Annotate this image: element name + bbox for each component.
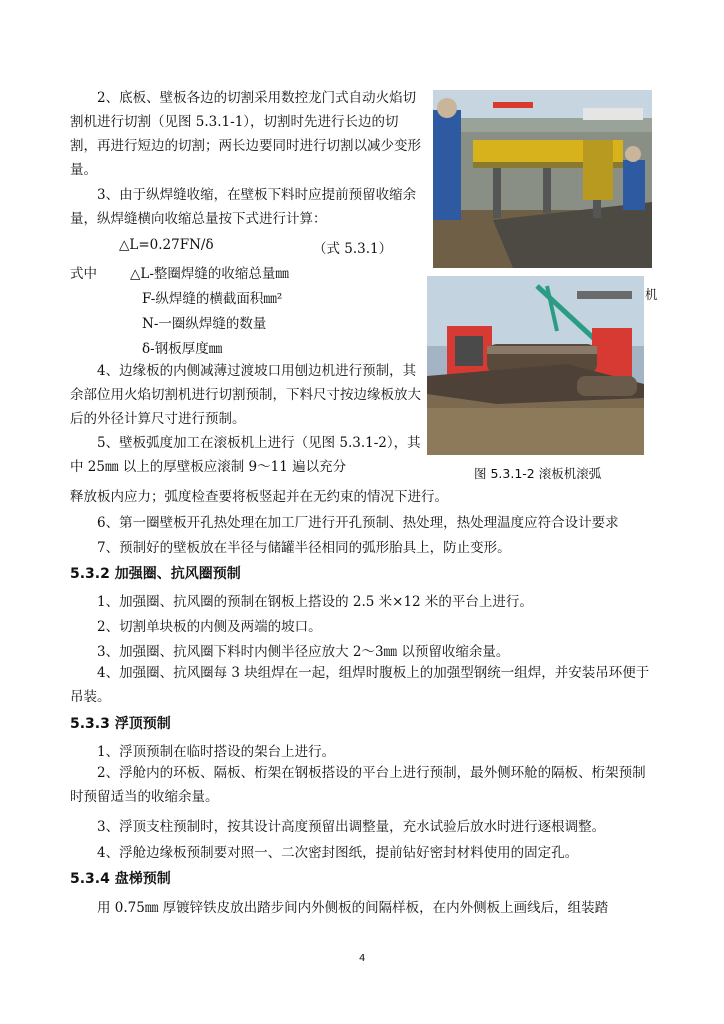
section-534-heading: 5.3.4 盘梯预制 bbox=[70, 871, 171, 887]
where-label: 式中 bbox=[70, 266, 97, 282]
section-533-item-1: 1、浮顶预制在临时搭设的架台上进行。 bbox=[97, 744, 336, 760]
section-533-heading: 5.3.3 浮顶预制 bbox=[70, 716, 171, 732]
intro-paragraph-3: 3、由于纵焊缝收缩，在壁板下料时应提前预留收缩余量，纵焊缝横向收缩总量按下式进行计算： bbox=[70, 187, 417, 227]
section-532-item-1: 1、加强圈、抗风圈的预制在钢板上搭设的 2.5 米×12 米的平台上进行。 bbox=[97, 594, 533, 610]
section-532-item-2: 2、切割单块板的内侧及两端的坡口。 bbox=[97, 619, 322, 635]
intro-paragraph-5b: 释放板内应力；弧度检查要将板竖起并在无约束的情况下进行。 bbox=[70, 489, 448, 505]
figure-caption-rolling: 图 5.3.1-2 滚板机滚弧 bbox=[474, 466, 602, 481]
gantry-cutting-machine-photo bbox=[433, 90, 652, 268]
section-532-item-3: 3、加强圈、抗风圈下料时内侧半径应放大 2～3㎜ 以预留收缩余量。 bbox=[97, 644, 510, 660]
plate-rolling-machine-photo bbox=[427, 276, 644, 455]
shrinkage-formula: △L=0.27FN/δ bbox=[119, 237, 214, 253]
section-533-item-2: 2、浮舱内的环板、隔板、桁架在钢板搭设的平台上进行预制，最外侧环舱的隔板、桁架预制时预留适当的收缩余量。 bbox=[70, 765, 646, 805]
formula-reference: （式 5.3.1） bbox=[313, 241, 393, 257]
definition-delta-l: △L-整圈焊缝的收缩总量㎜ bbox=[130, 266, 289, 282]
section-533-item-4: 4、浮舱边缘板预制要对照一、二次密封图纸，提前钻好密封材料使用的固定孔。 bbox=[97, 845, 579, 861]
intro-paragraph-4: 4、边缘板的内侧减薄过渡坡口用刨边机进行预制，其余部位用火焰切割机进行切割预制，下料尺寸按边缘板放大后的外径计算尺寸进行预制。 bbox=[70, 363, 421, 427]
definition-delta: δ-钢板厚度㎜ bbox=[142, 341, 223, 357]
intro-paragraph-2: 2、底板、壁板各边的切割采用数控龙门式自动火焰切割机进行切割（见图 5.3.1-1），切割时先进行长边的切割，再进行短边的切割；两长边要同时进行切割以减少变形量。 bbox=[70, 90, 421, 178]
section-533-item-3: 3、浮顶支柱预制时，按其设计高度预留出调整量，充水试验后放水时进行逐根调整。 bbox=[97, 819, 606, 835]
page-number: 4 bbox=[359, 953, 366, 964]
section-532-item-4: 4、加强圈、抗风圈每 3 块组焊在一起，组焊时腹板上的加强型钢统一组焊，并安装吊环便于吊装。 bbox=[70, 665, 650, 705]
intro-paragraph-7: 7、预制好的壁板放在半径与储罐半径相同的弧形胎具上，防止变形。 bbox=[97, 540, 511, 556]
definition-f: F-纵焊缝的横截面积㎜² bbox=[142, 291, 283, 307]
section-532-heading: 5.3.2 加强圈、抗风圈预制 bbox=[70, 566, 241, 582]
intro-paragraph-5a: 5、壁板弧度加工在滚板机上进行（见图 5.3.1-2），其中 25㎜ 以上的厚壁板应滚制 9～11 遍以充分 bbox=[70, 435, 421, 475]
definition-n: N-一圈纵焊缝的数量 bbox=[142, 316, 267, 332]
section-534-paragraph: 用 0.75㎜ 厚镀锌铁皮放出踏步间内外侧板的间隔样板，在内外侧板上画线后，组装踏 bbox=[97, 900, 609, 916]
intro-paragraph-6: 6、第一圈壁板开孔热处理在加工厂进行开孔预制、热处理，热处理温度应符合设计要求 bbox=[97, 515, 619, 531]
figure-caption-fragment: 机 bbox=[645, 287, 658, 302]
